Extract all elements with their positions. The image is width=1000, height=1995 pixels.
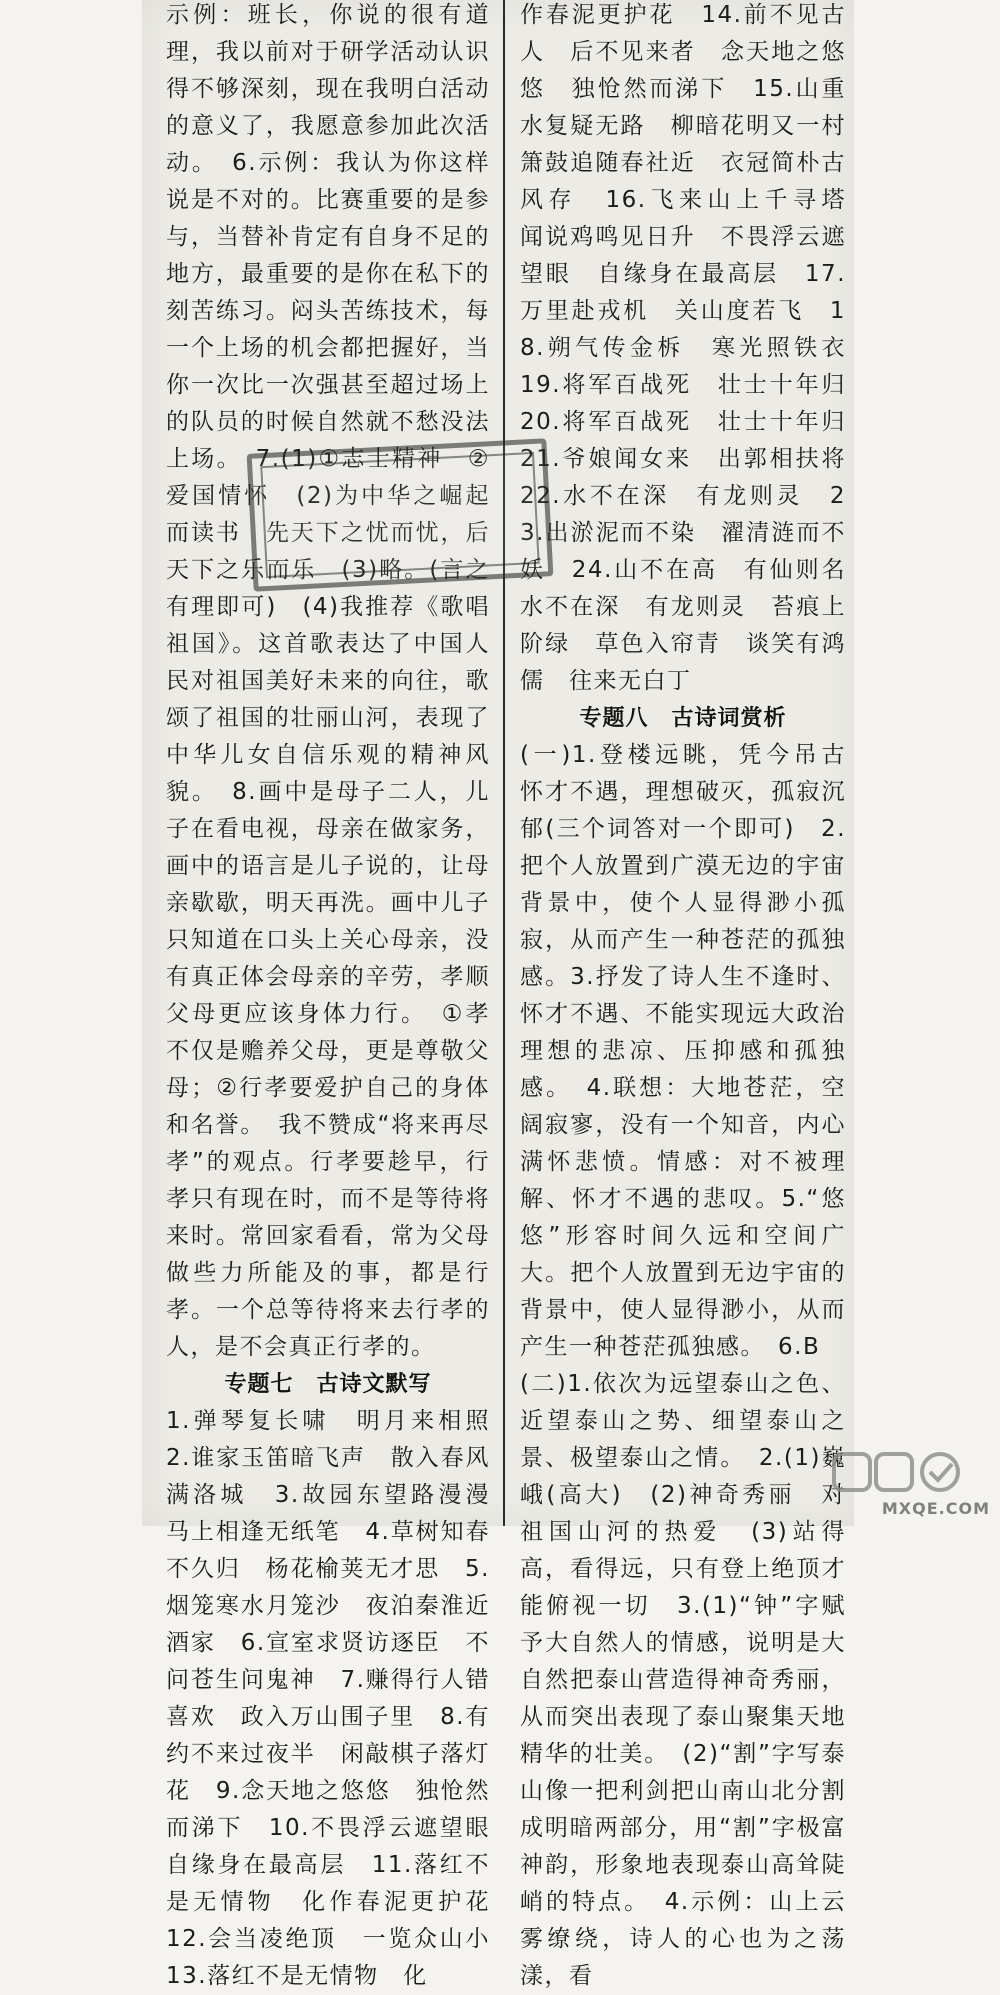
ink-stamp-inner-border [260,452,539,578]
left-column [166,0,490,1989]
poetry-appreciation-part-1: (一)1.登楼远眺，凭今吊古 怀才不遇，理想破灭，孤寂沉郁(三个词答对一个即可) 2.把个人放置到广漠无边的宇宙背景中，使个人显得渺小孤寂，从而产生一种苍茫的孤独感。3.抒发了诗人生不逢时、怀才不遇、不能实现远大政治理想的悲凉、压抑感和孤独感。 4.联想：大地苍茫，空阔寂寥，没有一个知音，内心满怀悲愤。情感：对不被理解、怀才不遇的悲叹。5.“悠悠”形容时间久远和空间广大。把个人放置到无边宇宙的背景中，使人显得渺小，从而产生一种苍茫孤独感。 6.B [520,742,871,1360]
section-heading-7: 专题七 古诗文默写 [224,1372,432,1397]
watermark-logo-icon [828,1448,992,1496]
column-divider [503,0,505,1526]
poetry-dictation-answers: 1.弹琴复长啸 明月来相照 2.谁家玉笛暗飞声 散入春风满洛城 3.故园东望路漫漫 马上相逢无纸笔 4.草树知春不久归 杨花榆荚无才思 5.烟笼寒水月笼沙 夜泊秦淮近酒家 6.宣室求贤访逐臣 不问苍生问鬼神 7.赚得行人错喜欢 政入万山围子里 8.有约不来过夜半 闲敲棋子落灯花 9.念天地之悠悠 独怆然而涕下 10.不畏浮云遮望眼 自缘身在最高层 11.落红不是无情物 化作春泥更护花 12.会当凌绝顶 一览众山小 13.落红不是无情物 化 [166,1408,490,1989]
left-answers-paragraph: 示例：班长，你说的很有道理，我以前对于研学活动认识得不够深刻，现在我明白活动的意义了，我愿意参加此次活动。 6.示例：我认为你这样说是不对的。比赛重要的是参与，当替补肯定有自身不足的地方，最重要的是你在私下的刻苦练习。闷头苦练技术，每一个上场的机会都把握好，当你一次比一次强甚至超过场上的队员的时候自然就不愁没法上场。 7.(1)①志士精神 ②爱国情怀 (2)为中华之崛起而读书 先天下之忧而忧，后天下之乐而乐 (3)略。(言之有理即可) (4)我推荐《歌唱祖国》。这首歌表达了中国人民对祖国美好未来的向往，歌颂了祖国的壮丽山河，表现了中华儿女自信乐观的精神风貌。 8.画中是母子二人，儿子在看电视，母亲在做家务，画中的语言是儿子说的，让母亲歇歇，明天再洗。画中儿子只知道在口头上关心母亲，没有真正体会母亲的辛劳，孝顺父母更应该身体力行。 ①孝不仅是赡养父母，更是尊敬父母；②行孝要爱护自己的身体和名誉。 我不赞成“将来再尽孝”的观点。行孝要趁早，行孝只有现在时，而不是等待将来时。常回家看看，常为父母做些力所能及的事，都是行孝。一个总等待将来去行孝的人，是不会真正行孝的。 [166,2,490,1360]
section-heading-8: 专题八 古诗词赏析 [579,706,787,731]
poetry-appreciation-part-2: (二)1.依次为远望泰山之色、近望泰山之势、细望泰山之景、极望泰山之情。 2.(1)巍峨(高大) (2)神奇秀丽 对祖国山河的热爱 (3)站得高，看得远，只有登上绝顶才能俯视一切 3.(1)“钟”字赋予大自然人的情感，说明是大自然把泰山营造得神奇秀丽，从而突出表现了泰山聚集天地精华的壮美。 (2)“割”字写泰山像一把利剑把山南山北分割成明暗两部分，用“割”字极富神韵，形象地表现泰山高耸陡峭的特点。 4.示例：山上云雾缭绕，诗人的心也为之荡漾，看 [520,1371,846,1989]
site-watermark [826,1448,994,1518]
right-column [520,0,871,1989]
right-answers-paragraph: 作春泥更护花 14.前不见古人 后不见来者 念天地之悠悠 独怆然而涕下 15.山重水复疑无路 柳暗花明又一村 箫鼓追随春社近 衣冠简朴古风存 16.飞来山上千寻塔 闻说鸡鸣见日升 不畏浮云遮望眼 自缘身在最高层 17.万里赴戎机 关山度若飞 18.朔气传金柝 寒光照铁衣 19.将军百战死 壮士十年归 20.将军百战死 壮士十年归 21.爷娘闻女来 出郭相扶将 22.水不在深 有龙则灵 23.出淤泥而不染 濯清涟而不妖 24.山不在高 有仙则名 水不在深 有龙则灵 苔痕上阶绿 草色入帘青 谈笑有鸿儒 往来无白丁 [520,2,871,694]
watermark-text: MXQE.COM [881,1499,990,1518]
ink-stamp [247,438,554,592]
